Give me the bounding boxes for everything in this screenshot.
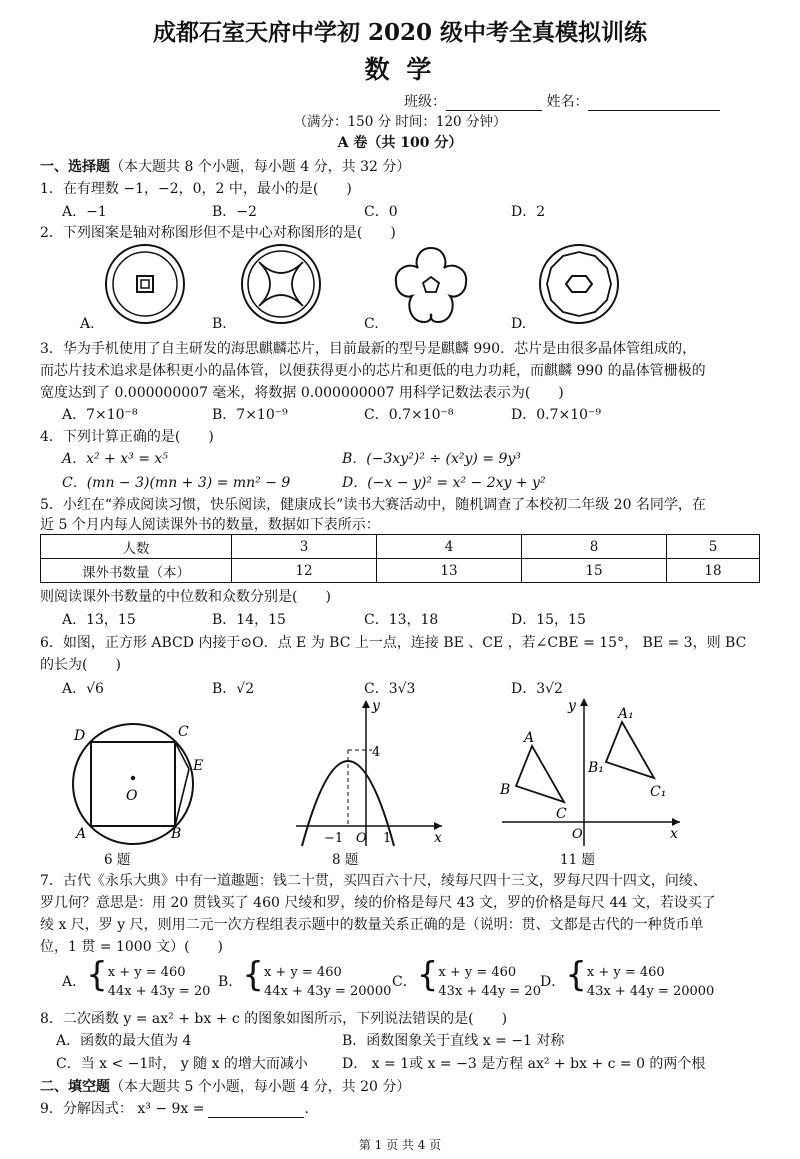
q8-option-d[interactable]: D． x = 1或 x = −3 是方程 ax² + bx + c = 0 的两个根 (342, 1056, 706, 1072)
q4-option-d[interactable]: D．(−x − y)² = x² − 2xy + y² (342, 475, 546, 491)
q2-figure-c-flower (386, 242, 476, 326)
equation: x + y = 460 (107, 965, 186, 980)
class-label: 班级： (404, 94, 446, 110)
fig11-label-y: y (568, 698, 576, 714)
part2-heading (40, 1076, 410, 1096)
q7-option-b[interactable] (218, 955, 392, 1001)
fig11-label-a: A (524, 730, 535, 746)
q3-option-a[interactable]: A．7×10⁻⁸ (62, 407, 138, 423)
table-cell: 3 (232, 535, 377, 559)
q9-stem: 9．分解因式： x³ − 9x = (40, 1101, 205, 1117)
q3-option-d[interactable]: D．0.7×10⁻⁹ (511, 407, 602, 423)
figure-6-caption: 6 题 (104, 852, 131, 868)
table-cell: 15 (522, 559, 667, 583)
table-cell: 人数 (41, 535, 232, 559)
figure-11-triangles (498, 696, 688, 852)
q3-line-2: 而芯片技术追求是体积更小的晶体管，以便获得更小的芯片和更低的电力功耗，而麒麟 990 的晶体管栅极的 (40, 363, 706, 379)
fig6-label-a: A (76, 826, 87, 842)
part1-title: 一、选择题 (40, 159, 110, 175)
brace-icon: { (86, 955, 108, 995)
table-cell: 4 (377, 535, 522, 559)
q4-stem: 4．下列计算正确的是( ) (40, 429, 214, 445)
fig6-label-b: B (171, 826, 182, 842)
q6-option-d[interactable]: D．3√2 (511, 681, 563, 697)
fig8-label-origin: O (356, 831, 367, 846)
equation: 43x + 44y = 20 (438, 984, 541, 999)
q2-option-c[interactable]: C. (364, 316, 379, 332)
q2-option-d[interactable]: D. (511, 316, 527, 332)
q6-line-2: 的长为( ) (40, 657, 121, 673)
q7-option-c-label: C． (392, 974, 417, 990)
q2-option-b[interactable]: B. (212, 316, 227, 332)
q5-option-c[interactable]: C．13，18 (364, 612, 439, 628)
fig6-label-c: C (178, 724, 189, 740)
q2-stem: 2．下列图案是轴对称图形但不是中心对称图形的是( ) (40, 225, 396, 241)
q7-option-b-system (264, 963, 391, 1001)
figure-11-caption: 11 题 (560, 852, 595, 868)
section-a-title: A 卷（共 100 分） (337, 135, 463, 151)
q2-figure-d-dodecagon (534, 242, 624, 326)
brace-icon: { (416, 955, 439, 995)
q6-option-c[interactable]: C．3√3 (364, 681, 416, 697)
q7-line-2: 罗几何？意思是：用 20 贯钱买了 460 尺绫和罗，绫的价格是每尺 43 文，罗的价格是每尺 44 文，若设买了 (40, 895, 716, 911)
q9-line (40, 1098, 309, 1118)
fig6-label-e: E (193, 758, 204, 774)
fig11-label-a1: A₁ (618, 706, 634, 722)
table-cell: 12 (232, 559, 377, 583)
equation: x + y = 460 (586, 965, 665, 980)
q4-option-c[interactable]: C．(mn − 3)(mn + 3) = mn² − 9 (62, 475, 291, 491)
q7-option-a[interactable] (62, 955, 211, 1001)
class-field[interactable] (446, 96, 542, 111)
equation: 43x + 44y = 20000 (586, 984, 715, 999)
fig11-label-c1: C₁ (650, 784, 667, 800)
equation: x + y = 460 (263, 965, 342, 980)
q8-option-c[interactable]: C．当 x < −1时， y 随 x 的增大而减小 (56, 1056, 308, 1072)
q7-option-d[interactable] (540, 955, 715, 1001)
q7-line-4: 位，1 贯 = 1000 文）( ) (40, 939, 223, 955)
q5-question: 则阅读课外书数量的中位数和众数分别是( ) (40, 589, 331, 605)
q8-stem: 8．二次函数 y = ax² + bx + c 的图象如图所示，下列说法错误的是( ) (40, 1011, 508, 1027)
q7-line-1: 7．古代《永乐大典》中有一道趣题：钱二十贯，买四百六十尺，绫每尺四十三文，罗每尺四十四文，问绫、 (40, 873, 707, 889)
fig11-label-c: C (556, 806, 567, 822)
q6-option-b[interactable]: B．√2 (212, 681, 255, 697)
fig6-label-d: D (74, 728, 86, 744)
q1-option-d[interactable]: D．2 (511, 204, 546, 220)
figure-8-parabola (292, 696, 452, 852)
q4-option-b[interactable]: B．(−3xy²)² ÷ (x²y) = 9y³ (342, 451, 521, 467)
q8-option-b[interactable]: B．函数图象关于直线 x = −1 对称 (342, 1033, 565, 1049)
table-cell: 5 (667, 535, 760, 559)
figure-8-caption: 8 题 (332, 852, 359, 868)
student-info (404, 91, 720, 111)
fig11-label-x: x (670, 826, 678, 842)
q2-figure-a-coin (100, 242, 190, 326)
q6-line-1: 6．如图，正方形 ABCD 内接于⊙O．点 E 为 BC 上一点，连接 BE 、CE ，若∠CBE = 15°， BE = 3，则 BC (40, 635, 747, 651)
table-cell: 课外书数量（本） (41, 559, 232, 583)
fig11-label-b: B (500, 782, 511, 798)
q5-option-b[interactable]: B．14，15 (212, 612, 286, 628)
q1-stem: 1．在有理数 −1，−2，0，2 中，最小的是( ) (40, 181, 352, 197)
table-cell: 13 (377, 559, 522, 583)
q2-option-a[interactable]: A. (80, 316, 95, 332)
part2-title: 二、填空题 (40, 1079, 110, 1095)
part2-note: （本大题共 5 个小题，每小题 4 分，共 20 分） (110, 1079, 411, 1095)
fig8-label-1: 1 (383, 831, 392, 846)
table-row (41, 535, 760, 559)
q5-line-1: 5．小红在“养成阅读习惯，快乐阅读，健康成长”读书大赛活动中，随机调查了本校初二年级 20 名同学，在 (40, 497, 706, 513)
q7-option-d-label: D． (540, 974, 566, 990)
table-row (41, 559, 760, 583)
q5-option-d[interactable]: D．15，15 (511, 612, 586, 628)
part1-note: （本大题共 8 个小题，每小题 4 分，共 32 分） (110, 159, 411, 175)
q5-data-table (40, 534, 760, 583)
fig11-label-origin: O (572, 827, 583, 842)
page-footer: 第 1 页 共 4 页 (358, 1138, 442, 1152)
subject-title: 数 学 (364, 55, 436, 84)
equation: x + y = 460 (438, 965, 517, 980)
fig8-label-neg1: −1 (324, 831, 344, 846)
fig8-label-x: x (434, 830, 442, 846)
q7-option-a-system (108, 963, 211, 1001)
q3-line-3: 宽度达到了 0.000000007 毫米，将数据 0.000000007 用科学记数法表示为( ) (40, 385, 564, 401)
q5-option-a[interactable]: A．13，15 (62, 612, 136, 628)
exam-title: 成都石室天府中学初 2020 级中考全真模拟训练 (152, 19, 648, 46)
equation: 44x + 43y = 20000 (263, 984, 392, 999)
brace-icon: { (242, 955, 264, 995)
q9-answer-blank[interactable] (208, 1103, 304, 1118)
q1-option-a[interactable]: A．−1 (62, 204, 107, 220)
q8-option-a[interactable]: A．函数的最大值为 4 (56, 1033, 192, 1049)
q7-option-d-system (587, 963, 714, 1001)
q7-option-b-label: B． (218, 974, 243, 990)
q1-option-b[interactable]: B．−2 (212, 204, 257, 220)
exam-meta: （满分：150 分 时间：120 分钟） (293, 114, 507, 130)
figure-6-circle-square (62, 712, 222, 862)
q3-option-c[interactable]: C．0.7×10⁻⁸ (364, 407, 454, 423)
q5-line-2: 近 5 个月内每人阅读课外书的数量，数据如下表所示： (40, 517, 380, 533)
q6-option-a[interactable]: A．√6 (62, 681, 104, 697)
q7-option-a-label: A． (62, 974, 87, 990)
q7-option-c[interactable] (392, 955, 541, 1001)
fig8-label-4: 4 (372, 745, 381, 760)
name-field[interactable] (588, 96, 720, 111)
part1-heading (40, 156, 410, 176)
fig11-label-b1: B₁ (588, 760, 604, 776)
q2-figure-b-coin (236, 242, 326, 326)
q4-option-a[interactable]: A．x² + x³ = x⁵ (62, 451, 168, 467)
q3-line-1: 3．华为手机使用了自主研发的海思麒麟芯片，目前最新的型号是麒麟 990．芯片是由很多晶体管组成的， (40, 341, 697, 357)
equation: 44x + 43y = 20 (107, 984, 211, 999)
q3-option-b[interactable]: B．7×10⁻⁹ (212, 407, 288, 423)
q7-line-3: 绫 x 尺，罗 y 尺，则用二元一次方程组表示题中的数量关系正确的是（说明：贯、文都是古代的一种货币单 (40, 917, 704, 933)
name-label: 姓名： (546, 94, 589, 110)
q9-end: . (304, 1101, 309, 1117)
fig8-label-y: y (372, 698, 380, 714)
fig6-label-o: O (126, 788, 138, 804)
table-cell: 18 (667, 559, 760, 583)
brace-icon: { (565, 955, 587, 995)
table-cell: 8 (522, 535, 667, 559)
q7-option-c-system (438, 963, 541, 1001)
q1-option-c[interactable]: C．0 (364, 204, 398, 220)
